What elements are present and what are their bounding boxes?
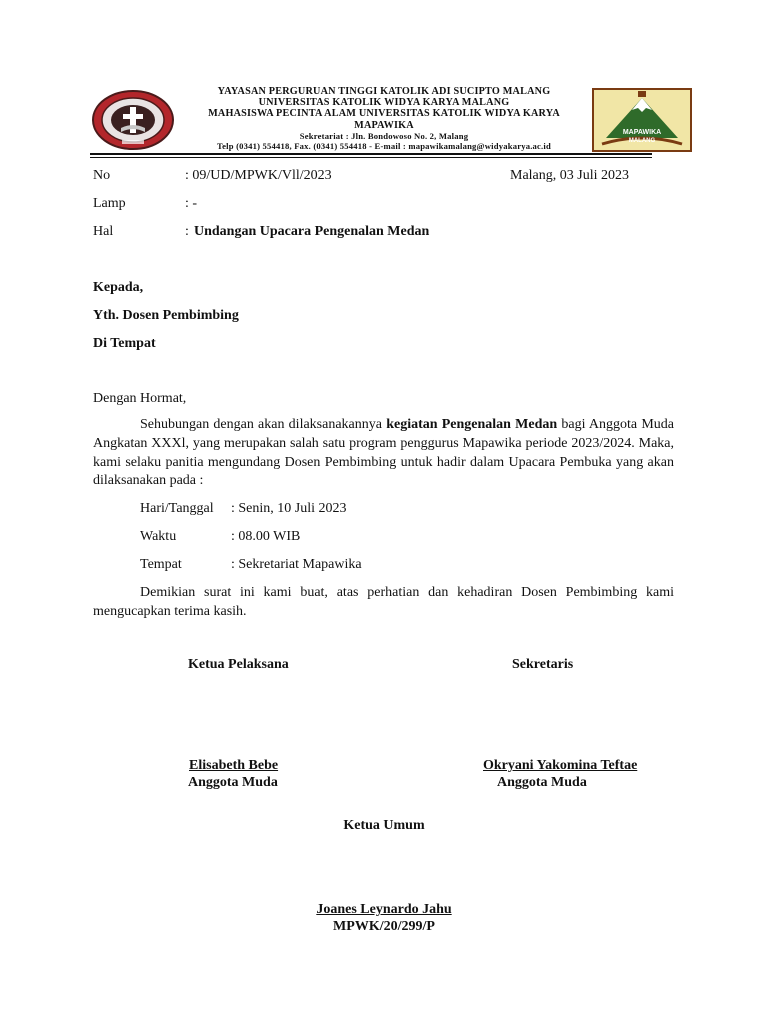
lamp-value: : - xyxy=(185,196,198,211)
hal-label: Hal xyxy=(93,224,114,239)
right-signatory-role: Anggota Muda xyxy=(497,775,587,790)
greeting: Dengan Hormat, xyxy=(93,391,187,406)
opening-paragraph xyxy=(93,416,674,491)
lamp-label: Lamp xyxy=(93,196,126,211)
letterhead-contact: Telp (0341) 554418, Fax. (0341) 554418 - E-mail : mapawikamalang@widyakarya.ac.id xyxy=(217,141,551,152)
activity-name: kegiatan Pengenalan Medan xyxy=(386,417,558,432)
detail-label-date: Hari/Tanggal xyxy=(140,501,214,516)
chair-title: Ketua Umum xyxy=(343,818,425,833)
mapawika-mountain-logo-icon xyxy=(592,88,692,152)
recipient-to: Kepada, xyxy=(93,280,144,295)
no-value: : 09/UD/MPWK/Vll/2023 xyxy=(185,168,332,183)
letterhead-university: UNIVERSITAS KATOLIK WIDYA KARYA MALANG xyxy=(258,97,510,109)
left-signatory-role: Anggota Muda xyxy=(188,775,278,790)
right-signatory-name: Okryani Yakomina Teftae xyxy=(483,758,638,773)
opening-paragraph-start: Sehubungan dengan akan dilaksanakannya xyxy=(140,417,387,432)
letterhead-rule-thin xyxy=(90,157,652,158)
recipient-name: Yth. Dosen Pembimbing xyxy=(93,308,239,323)
chair-member-number: MPWK/20/299/P xyxy=(333,919,435,934)
recipient-place: Di Tempat xyxy=(93,336,156,351)
letterhead-rule-thick xyxy=(90,153,652,155)
place-date: Malang, 03 Juli 2023 xyxy=(510,168,629,183)
hal-colon: : xyxy=(185,224,189,239)
detail-label-place: Tempat xyxy=(140,557,182,572)
letterhead xyxy=(88,86,694,158)
detail-value-place: : Sekretariat Mapawika xyxy=(231,557,362,572)
letterhead-foundation: YAYASAN PERGURUAN TINGGI KATOLIK ADI SUCIPTO MALANG xyxy=(217,86,551,97)
letterhead-text xyxy=(184,86,584,152)
chair-name: Joanes Leynardo Jahu xyxy=(316,902,452,917)
left-signatory-title: Ketua Pelaksana xyxy=(188,657,289,672)
no-label: No xyxy=(93,168,111,183)
detail-value-date: : Senin, 10 Juli 2023 xyxy=(231,501,347,516)
letterhead-organization: MAHASISWA PECINTA ALAM UNIVERSITAS KATOLIK WIDYA KARYA xyxy=(208,108,560,120)
detail-label-time: Waktu xyxy=(140,529,177,544)
svg-text:MAPAWIKA: MAPAWIKA xyxy=(622,129,662,136)
right-signatory-title: Sekretaris xyxy=(512,657,574,672)
detail-value-time: : 08.00 WIB xyxy=(231,529,301,544)
svg-text:MALANG: MALANG xyxy=(628,138,656,144)
closing-paragraph: Demikian surat ini kami buat, atas perhatian dan kehadiran Dosen Pembimbing kami mengucapkan terima kasih. xyxy=(93,585,674,619)
left-signatory-name: Elisabeth Bebe xyxy=(189,758,279,773)
opening-paragraph-rest: bagi Anggota Muda Angkatan XXXl, yang merupakan salah satu program penggurus Mapawika periode 2023/2024. Maka, kami selaku panitia mengundang Dosen Pembimbing untuk hadir dalam Upacara Pembuka yang akan dilaksanakan pada : xyxy=(93,417,674,489)
university-seal-icon xyxy=(92,90,174,150)
letterhead-address: Sekretariat : Jln. Bondowoso No. 2, Malang xyxy=(299,130,469,141)
letterhead-abbreviation: MAPAWIKA xyxy=(354,119,414,131)
subject: Undangan Upacara Pengenalan Medan xyxy=(194,224,430,239)
